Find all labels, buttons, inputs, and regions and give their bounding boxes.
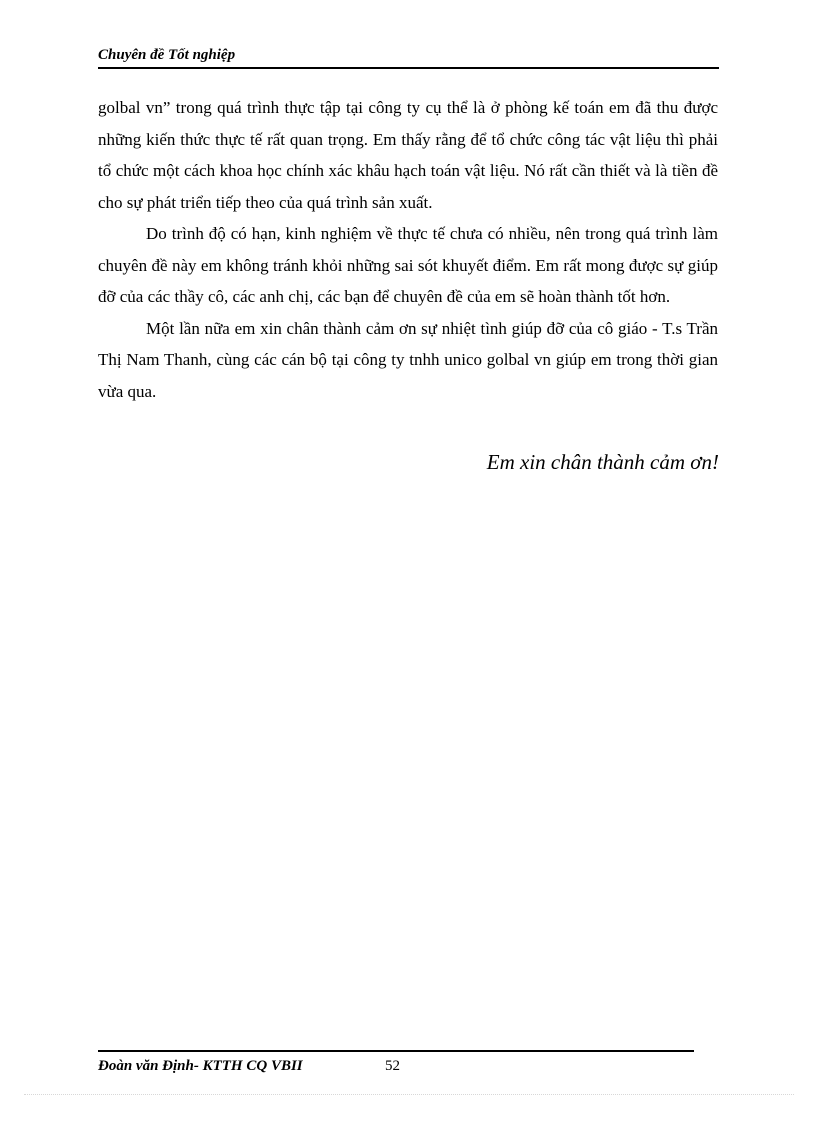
paragraph-continuation: golbal vn” trong quá trình thực tập tại công ty cụ thể là ở phòng kế toán em đã thu được những kiến thức thực tế rất quan trọng. Em thấy rằng để tổ chức công tác vật liệu thì phải tổ chức một cách khoa học chính xác khâu hạch toán vật liệu. Nó rất cần thiết và là tiền đề cho sự phát triển tiếp theo của quá trình sản xuất. [98,98,718,212]
paragraph-limitations: Do trình độ có hạn, kinh nghiệm về thực tế chưa có nhiều, nên trong quá trình làm chuyên đề này em không tránh khỏi những sai sót khuyết điểm. Em rất mong được sự giúp đỡ của các thầy cô, các anh chị, các bạn để chuyên đề của em sẽ hoàn thành tốt hơn. [98,224,718,306]
page-header-title: Chuyên đề Tốt nghiệp [98,47,236,63]
page-number: 52 [385,1058,400,1074]
closing-line: Em xin chân thành cảm ơn! [486,450,719,474]
document-body [98,92,718,407]
header-divider [98,67,719,69]
footer-author: Đoàn văn Định- KTTH CQ VBII [98,1058,303,1074]
paragraph-thanks: Một lần nữa em xin chân thành cảm ơn sự nhiệt tình giúp đỡ của cô giáo - T.s Trần Thị Nam Thanh, cùng các cán bộ tại công ty tnhh unico golbal vn giúp em trong thời gian vừa qua. [98,318,718,401]
footer-divider [98,1050,694,1052]
page-bottom-edge [24,1094,794,1095]
